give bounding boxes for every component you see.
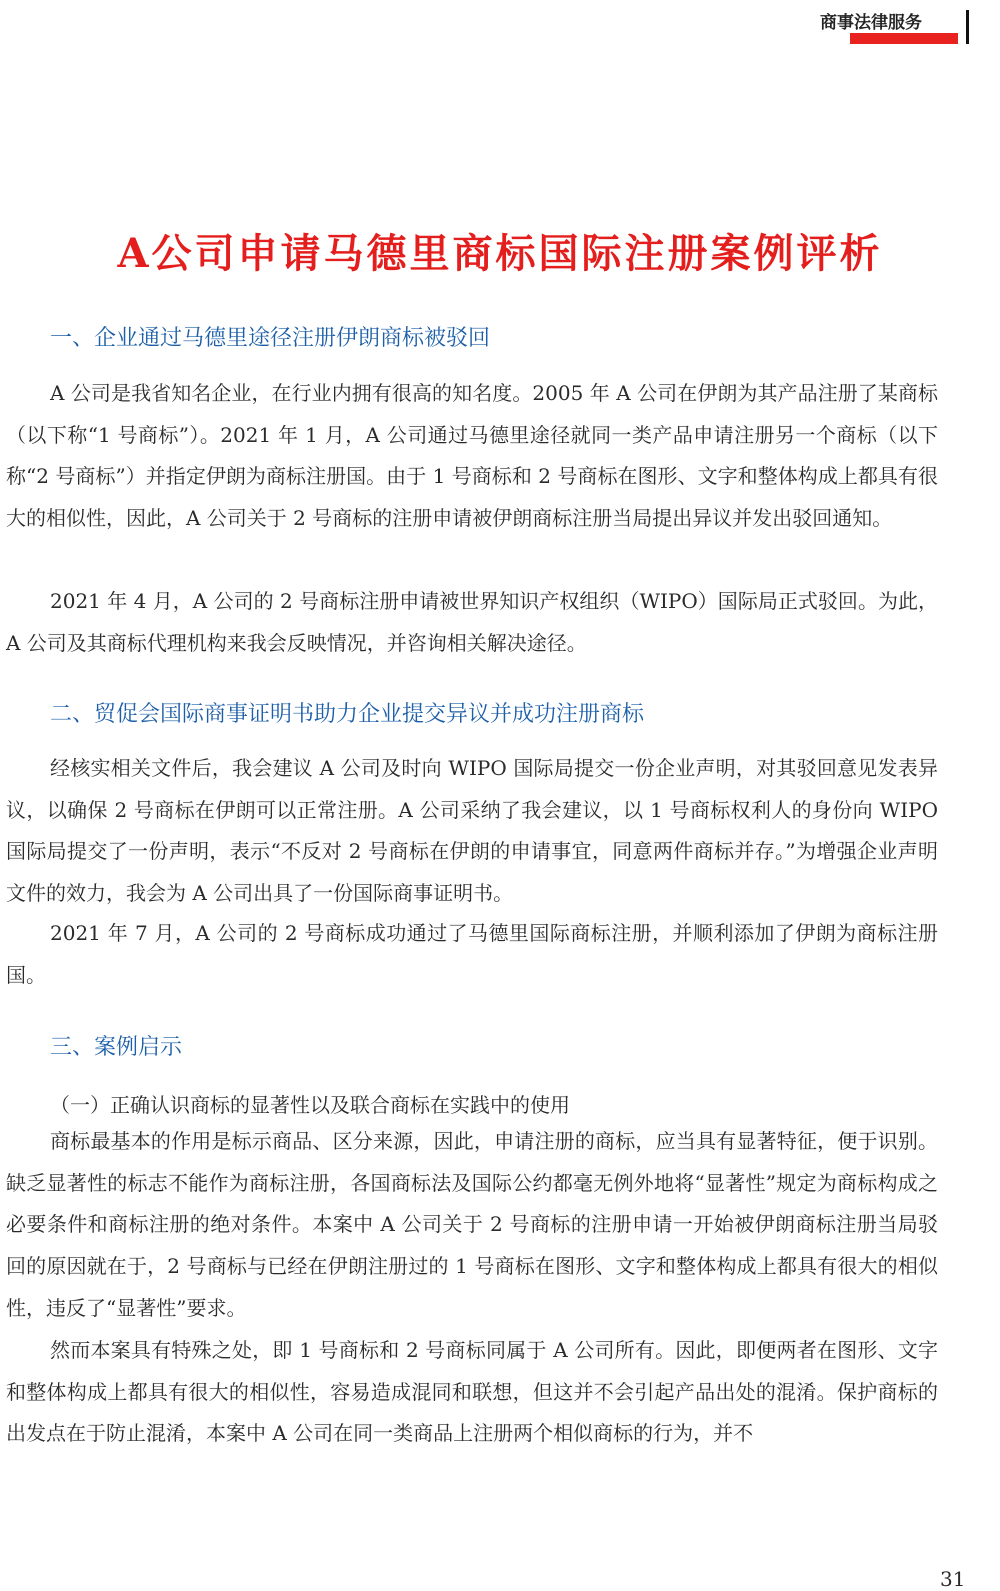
section-2-heading: 二、贸促会国际商事证明书助力企业提交异议并成功注册商标	[50, 702, 645, 727]
section-3-paragraph-2: 然而本案具有特殊之处，即 1 号商标和 2 号商标同属于 A 公司所有。因此，即便两者在图形、文字和整体构成上都具有很大的相似性，容易造成混同和联想，但这并不会引起产品出处的混淆。保护商标的出发点在于防止混淆，本案中 A 公司在同一类商品上注册两个相似商标的行为，并不	[6, 1338, 938, 1446]
page-title: A公司申请马德里商标国际注册案例评析	[117, 230, 883, 277]
section-3-paragraph-1: 商标最基本的作用是标示商品、区分来源，因此，申请注册的商标，应当具有显著特征，便于识别。缺乏显著性的标志不能作为商标注册，各国商标法及国际公约都毫无例外地将“显著性”规定为商标构成之必要条件和商标注册的绝对条件。本案中 A 公司关于 2 号商标的注册申请一开始被伊朗商标注册当局驳回的原因就在于，2 号商标与已经在伊朗注册过的 1 号商标在图形、文字和整体构成上都具有很大的相似性，违反了“显著性”要求。	[6, 1129, 938, 1320]
section-1-paragraph-2: 2021 年 4 月，A 公司的 2 号商标注册申请被世界知识产权组织（WIPO）国际局正式驳回。为此，A 公司及其商标代理机构来我会反映情况，并咨询相关解决途径。	[6, 589, 938, 655]
header-divider	[966, 10, 969, 44]
section-2-paragraph-2: 2021 年 7 月，A 公司的 2 号商标成功通过了马德里国际商标注册，并顺利添加了伊朗为商标注册国。	[6, 921, 938, 987]
section-1-paragraph-1: A 公司是我省知名企业，在行业内拥有很高的知名度。2005 年 A 公司在伊朗为其产品注册了某商标（以下称“1 号商标”）。2021 年 1 月，A 公司通过马德里途径就同一类产品申请注册另一个商标（以下称“2 号商标”）并指定伊朗为商标注册国。由于 1 号商标和 2 号商标在图形、文字和整体构成上都具有很大的相似性，因此，A 公司关于 2 号商标的注册申请被伊朗商标注册当局提出异议并发出驳回通知。	[6, 381, 938, 531]
section-3-heading: 三、案例启示	[50, 1035, 183, 1060]
section-1-heading: 一、企业通过马德里途径注册伊朗商标被驳回	[50, 326, 491, 351]
header-red-bar	[850, 33, 958, 44]
header-label: 商事法律服务	[820, 13, 922, 33]
section-3-subheading: （一）正确认识商标的显著性以及联合商标在实践中的使用	[50, 1093, 570, 1117]
page-number: 31	[940, 1567, 966, 1591]
section-2-paragraph-1: 经核实相关文件后，我会建议 A 公司及时向 WIPO 国际局提交一份企业声明，对其驳回意见发表异议，以确保 2 号商标在伊朗可以正常注册。A 公司采纳了我会建议，以 1 号商标权利人的身份向 WIPO 国际局提交了一份声明，表示“不反对 2 号商标在伊朗的申请事宜，同意两件商标并存。”为增强企业声明文件的效力，我会为 A 公司出具了一份国际商事证明书。	[6, 756, 938, 906]
